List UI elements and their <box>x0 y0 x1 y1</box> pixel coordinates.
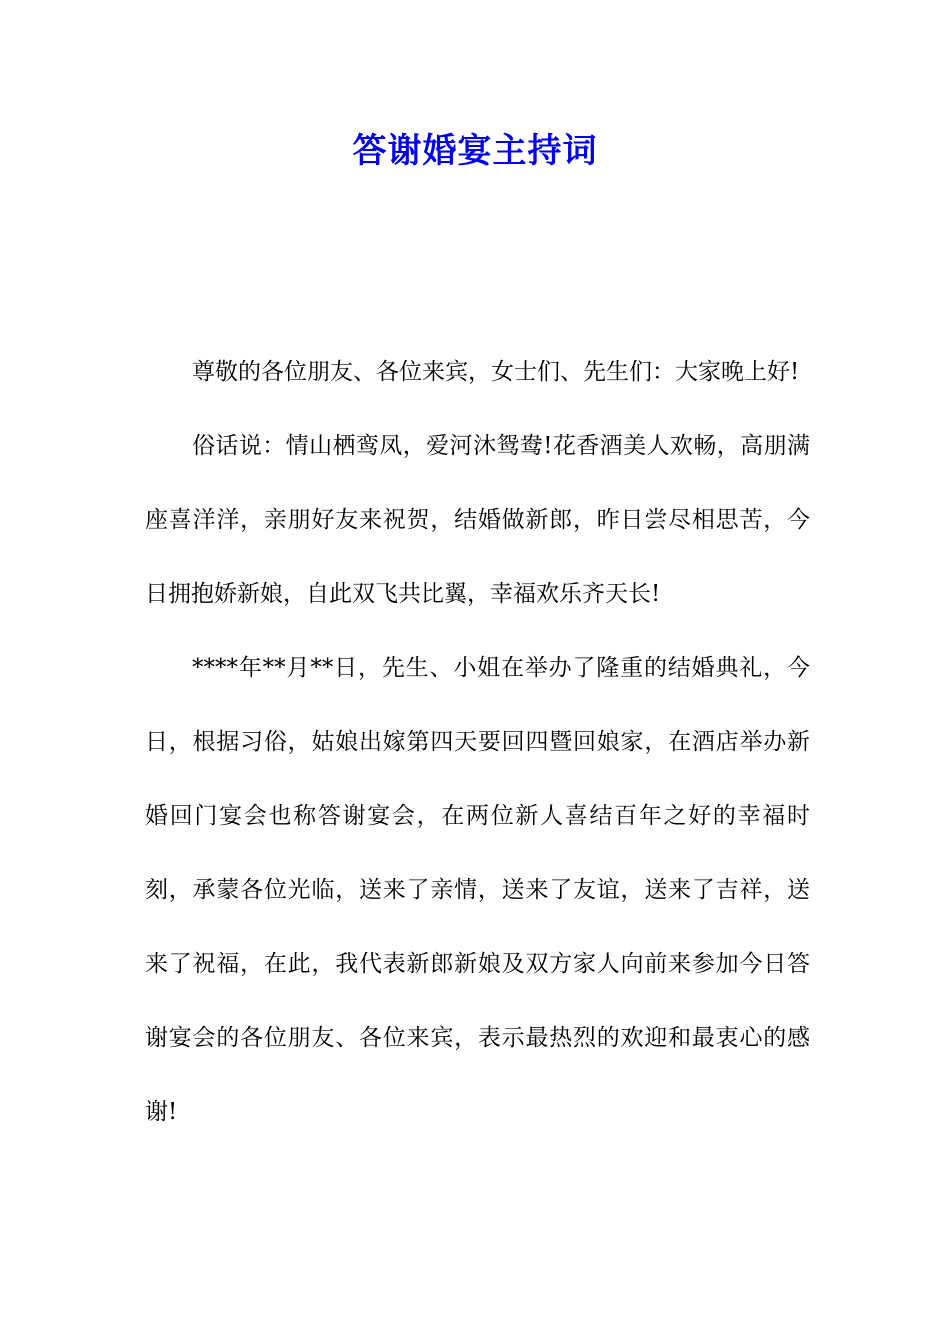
paragraph-saying: 俗话说：情山栖鸾凤，爱河沐鸳鸯!花香酒美人欢畅，高朋满座喜洋洋，亲朋好友来祝贺，结婚做新郎，昨日尝尽相思苦，今日拥抱娇新娘，自此双飞共比翼，幸福欢乐齐天长! <box>145 433 810 607</box>
document-title: 答谢婚宴主持词 <box>352 131 598 171</box>
paragraph-greeting: 尊敬的各位朋友、各位来宾，女士们、先生们：大家晚上好! <box>192 359 800 385</box>
document-body <box>145 335 810 1149</box>
paragraph-thanks: ****年**月**日，先生、小姐在举办了隆重的结婚典礼，今日，根据习俗，姑娘出嫁第四天要回四暨回娘家，在酒店举办新婚回门宴会也称答谢宴会，在两位新人喜结百年之好的幸福时刻，承蒙各位光临，送来了亲情，送来了友谊，送来了吉祥，送来了祝福，在此，我代表新郎新娘及双方家人向前来参加今日答谢宴会的各位朋友、各位来宾，表示最热烈的欢迎和最衷心的感谢! <box>145 655 810 1125</box>
